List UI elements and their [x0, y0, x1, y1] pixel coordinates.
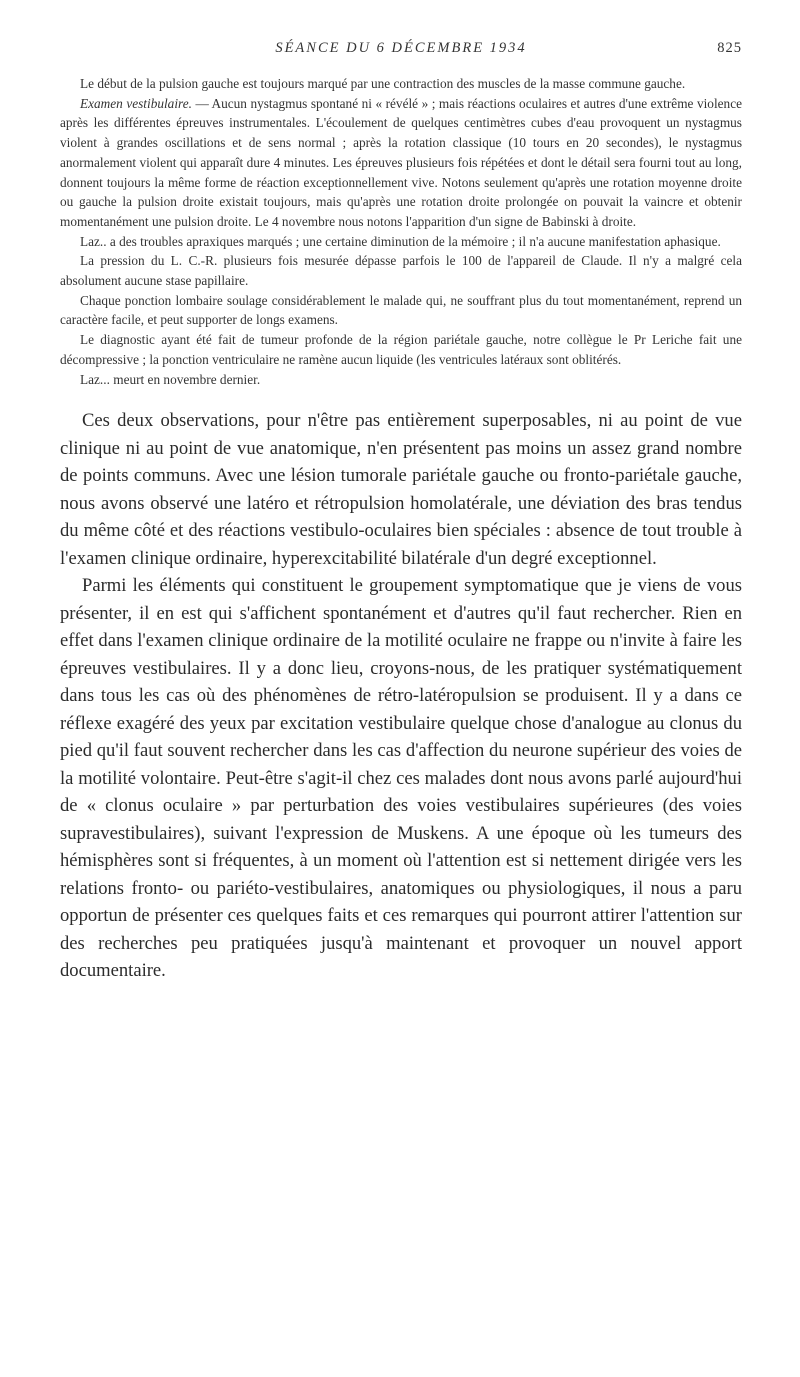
case-paragraph-vestibular-exam: Examen vestibulaire. — Aucun nystagmus spontané ni « révélé » ; mais réactions oculaires et autres d'une extrême violence après les différentes épreuves instrumentales. L'écoulement de quelques centimètres cubes d'eau provoquent un nystagmus violent à grandes oscillations et de sens normal ; après la rotation classique (10 tours en 20 secondes), le nystagmus anormalement violent qui apparaît dure 4 minutes. Les épreuves plusieurs fois répétées et dont le détail sera fourni tout au long, donnent toujours la même forme de réaction exceptionnellement vive. Notons seulement qu'après une rotation moyenne droite ou gauche la pulsion droite existait toujours, mais qu'après une rotation droite prolongée on pouvait la vaincre et obtenir momentanément une pulsion droite. Le 4 novembre nous notons l'apparition d'un signe de Babinski à droite. — [60, 95, 742, 229]
page-number: 825 — [717, 40, 742, 56]
running-head — [60, 40, 742, 60]
discussion-paragraph: Ces deux observations, pour n'être pas entièrement superposables, ni au point de vue clinique ni au point de vue anatomique, n'en présentent pas moins un assez grand nombre de points communs. Avec une lésion tumorale pariétale gauche ou fronto-pariétale gauche, nous avons observé une latéro et rétropulsion homolatérale, une déviation des bras tendus du même côté et des réactions vestibulo-oculaires bien spéciales : absence de tout trouble à l'examen clinique ordinaire, hyperexcitabilité bilatérale d'un degré exceptionnel. — [60, 410, 742, 569]
case-paragraph: Laz... meurt en novembre dernier. — [80, 371, 261, 387]
case-paragraph: Laz.. a des troubles apraxiques marqués ; une certaine diminution de la mémoire ; il n'a aucune manifestation aphasique. — [80, 233, 721, 249]
case-paragraph: Chaque ponction lombaire soulage considérablement le malade qui, ne souffrant plus du tout momentanément, reprend un caractère facile, et peut supporter de longs examens. — [60, 292, 742, 328]
case-paragraph: Le diagnostic ayant été fait de tumeur profonde de la région pariétale gauche, notre collègue le Pr Leriche fait une décompressive ; la ponction ventriculaire ne ramène aucun liquide (les ventricules latéraux sont oblitérés. — [60, 332, 742, 367]
page — [60, 40, 742, 985]
case-paragraph: La pression du L. C.-R. plusieurs fois mesurée dépasse parfois le 100 de l'appareil de Claude. Il n'y a malgré cela absolument aucune stase papillaire. — [60, 253, 742, 289]
case-notes — [60, 74, 742, 389]
discussion — [60, 407, 742, 985]
section-lead: Examen vestibulaire. — [80, 95, 192, 111]
case-paragraph: Le début de la pulsion gauche est toujours marqué par une contraction des muscles de la masse commune gauche. — [80, 76, 686, 91]
running-title: SÉANCE DU 6 DÉCEMBRE 1934 — [275, 40, 527, 56]
discussion-paragraph: Parmi les éléments qui constituent le groupement symptomatique que je viens de vous présenter, il en est qui s'affichent spontanément et d'autres qu'il faut rechercher. Rien en effet dans l'examen clinique ordinaire de la motilité oculaire ne frappe ou n'invite à faire les épreuves vestibulaires. Il y a donc lieu, croyons-nous, de les pratiquer systématiquement dans tous les cas où des phénomènes de rétro-latéropulsion se produisent. Il y a dans ce réflexe exagéré des yeux par excitation vestibulaire quelque chose d'analogue au clonus du pied qu'il faut souvent rechercher dans les cas d'affection du neurone supérieur des voies de la motilité volontaire. Peut-être s'agit-il chez ces malades dont nous avons parlé aujourd'hui de « clonus oculaire » par perturbation des voies vestibulaires supérieures (des voies supravestibulaires), suivant l'expression de Muskens. A une époque où les tumeurs des hémisphères sont si fréquentes, à un moment où l'attention est si nettement dirigée vers les relations fronto- ou pariéto-vestibulaires, anatomiques ou physiologiques, il nous a paru opportun de présenter ces quelques faits et ces remarques qui pourront attirer l'attention sur des recherches peu pratiquées jusqu'à maintenant et provoquer un nouvel apport documentaire. — [60, 575, 742, 982]
